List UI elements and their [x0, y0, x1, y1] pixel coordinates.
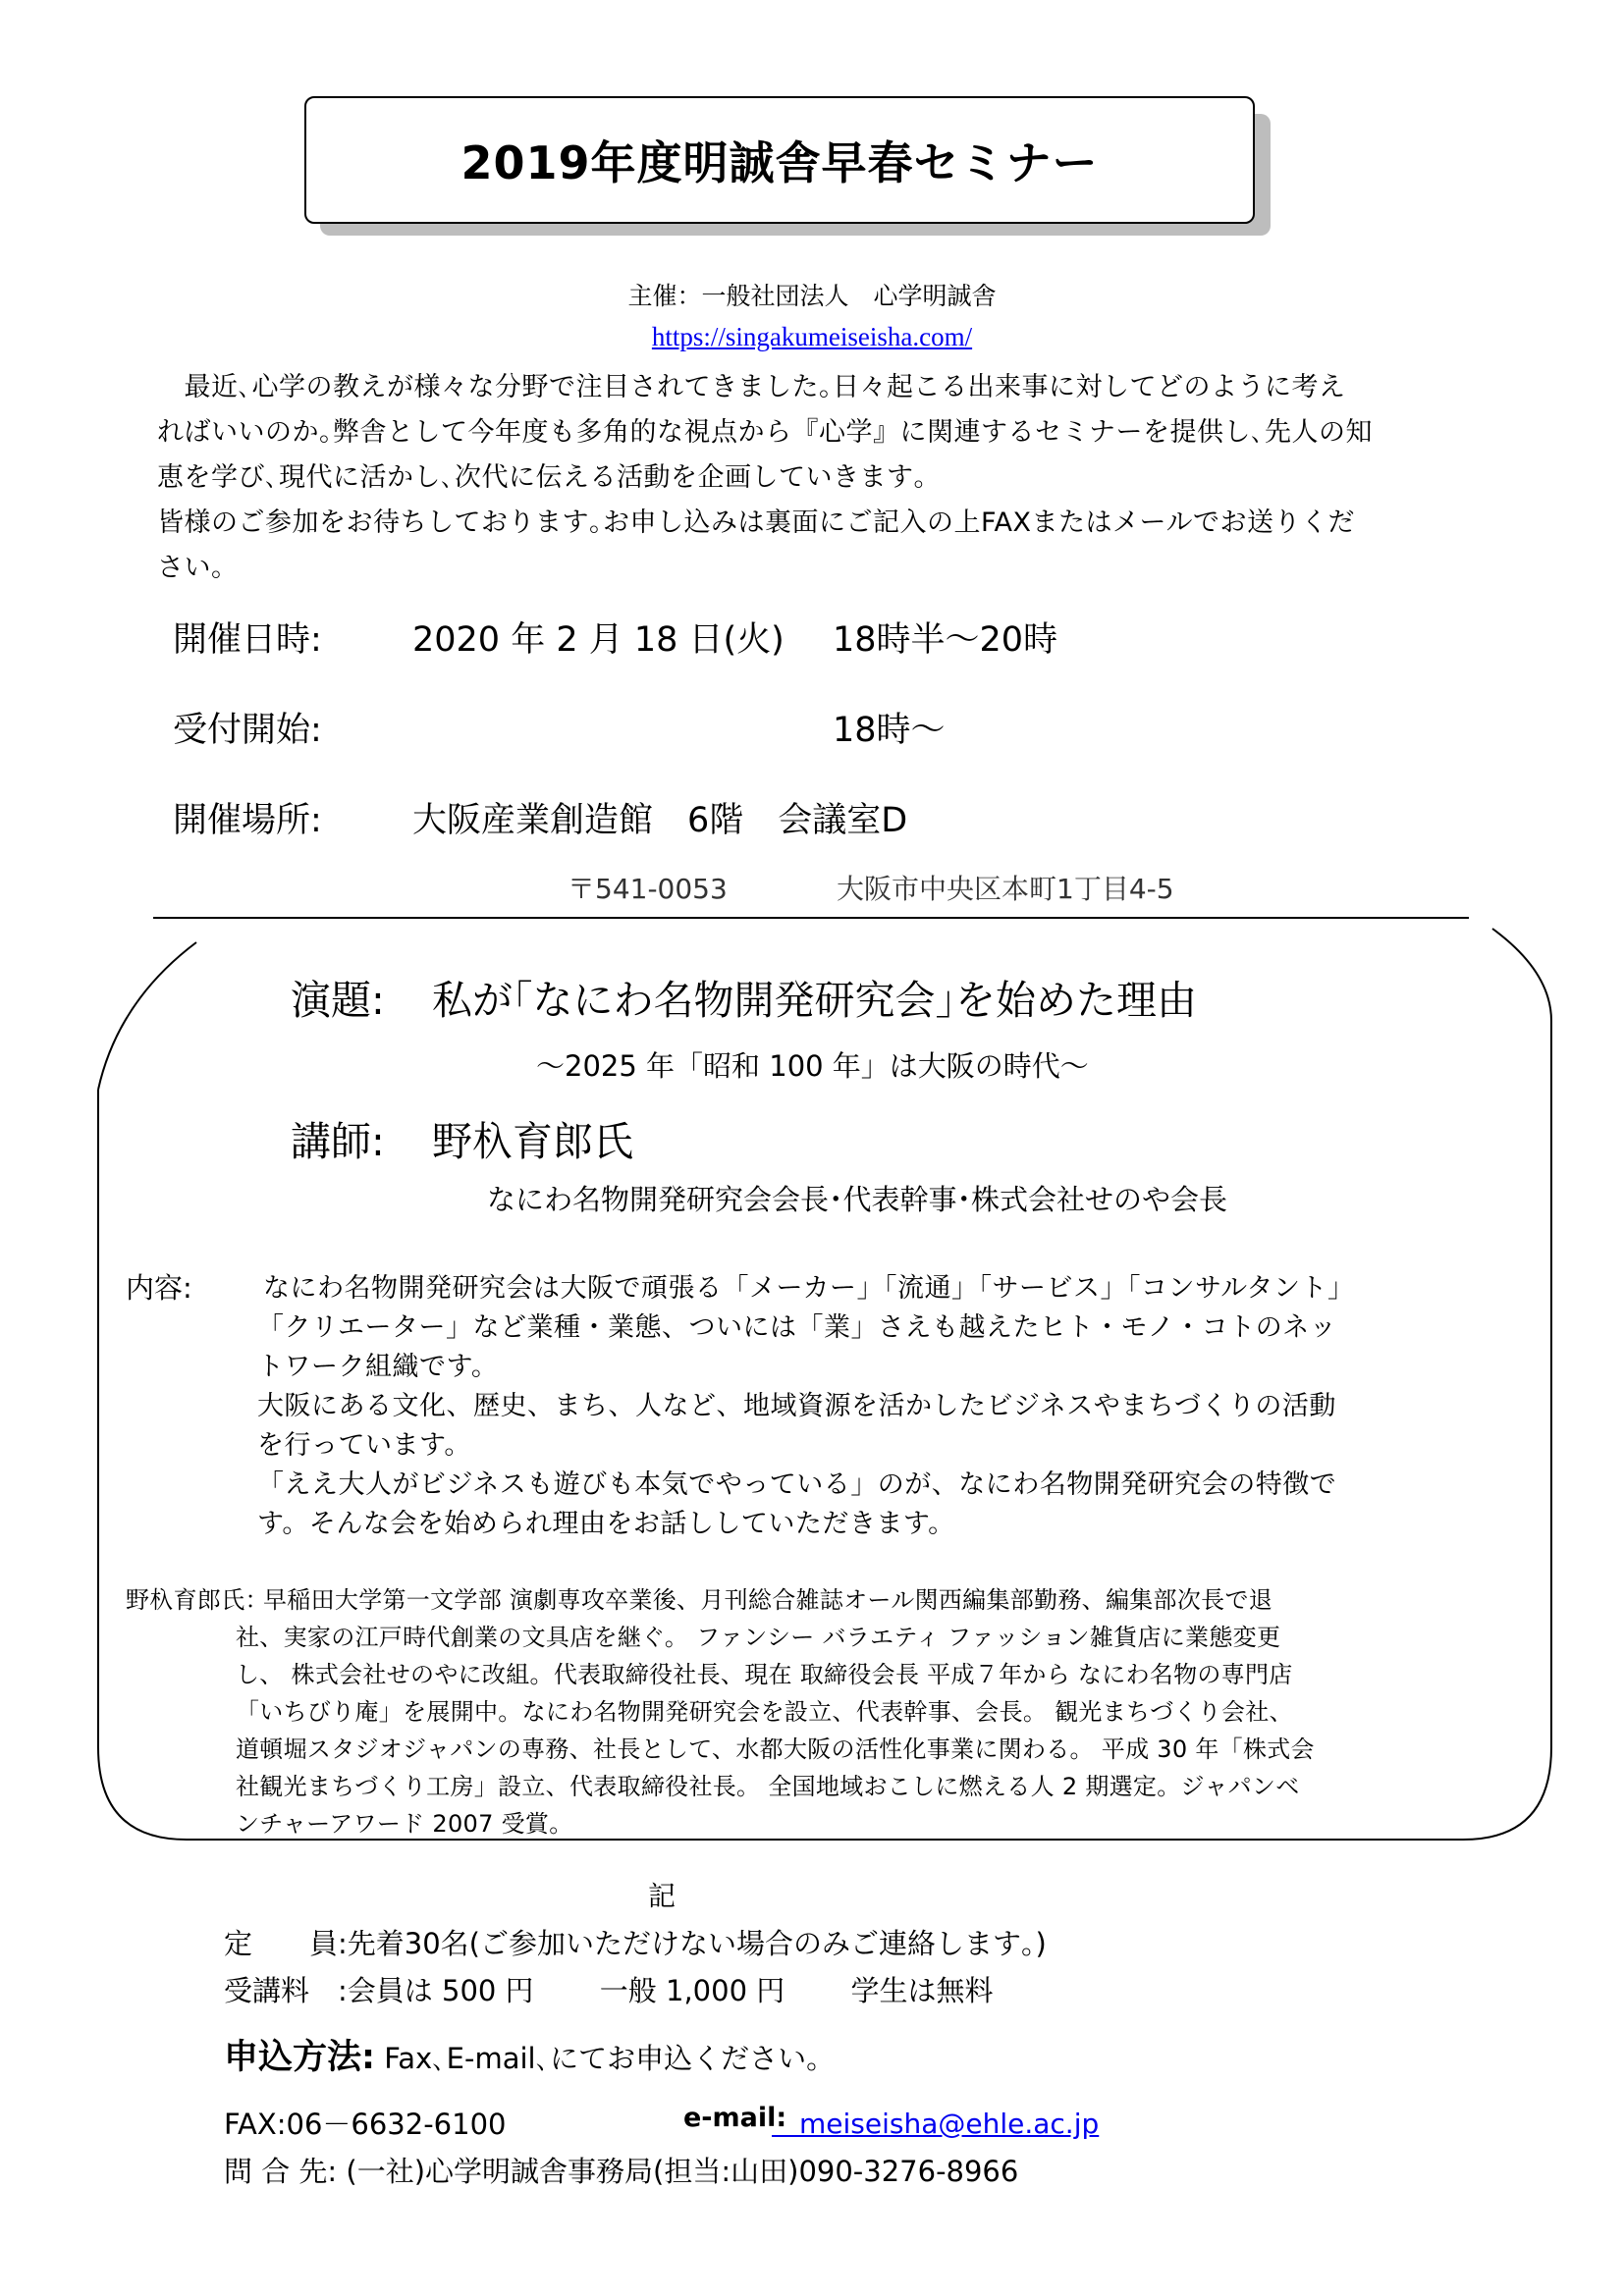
profile-line-2: 社、実家の江戸時代創業の文具店を継ぐ。 ファンシー バラエティ ファッション雑貨店に業態変更: [236, 1624, 1281, 1651]
profile-line-6: 社観光まちづくり工房」設立、代表取締役社長。 全国地域おこしに燃える人 2 期選定。ジャパンベ: [236, 1773, 1300, 1800]
date-value: 2020 年 2 月 18 日(火): [412, 620, 785, 660]
postal-code: 〒541-0053: [568, 873, 728, 905]
theme-title: 私が｢なにわ名物開発研究会｣を始めた理由: [432, 977, 1197, 1024]
capacity: 定 員:先着30名(ご参加いただけない場合のみご連絡します｡): [224, 1927, 1047, 1960]
page-title: 2019年度明誠舎早春セミナー: [460, 136, 1099, 189]
apply-label: 申込方法:: [224, 2038, 375, 2077]
intro-line-3: 恵を学び､現代に活かし､次代に伝える活動を企画していきます｡: [157, 462, 928, 493]
content-line-6: 「ええ大人がビジネスも遊びも本気でやっている」のが、なにわ名物開発研究会の特徴で: [257, 1469, 1337, 1500]
reception-label: 受付開始:: [173, 711, 322, 750]
reception-value: 18時～: [833, 711, 946, 750]
content-line-2: 「クリエーター」など業種・業態、ついには「業」さえも越えたヒト・モノ・コトのネッ: [257, 1312, 1337, 1343]
content-line-3: トワーク組織です。: [257, 1352, 499, 1382]
email-label: e-mail:: [683, 2103, 787, 2133]
content-line-7: す。そんな会を始められ理由をお話ししていただきます。: [257, 1509, 955, 1539]
fee: 受講料 :会員は 500 円 一般 1,000 円 学生は無料: [224, 1974, 994, 2007]
profile-line-7: ンチャーアワード 2007 受賞。: [236, 1810, 573, 1838]
apply-method: [224, 2030, 821, 2079]
apply-text: Fax､E-mail､にてお申込ください｡: [375, 2042, 821, 2075]
content-label: 内容:: [126, 1271, 192, 1305]
date-label: 開催日時:: [173, 620, 322, 660]
lecturer-title: なにわ名物開発研究会会長･代表幹事･株式会社せのや会長: [487, 1183, 1228, 1216]
lecturer-label: 講師:: [291, 1118, 385, 1165]
profile-label: 野杁育郎氏：: [126, 1586, 269, 1614]
profile-line-1: 早稲田大学第一文学部 演劇専攻卒業後、月刊総合雑誌オール関西編集部勤務、編集部次長で退: [263, 1586, 1273, 1614]
website-link[interactable]: https://singakumeiseisha.com/: [651, 322, 973, 351]
content-line-4: 大阪にある文化、歴史、まち、人など、地域資源を活かしたビジネスやまちづくりの活動: [257, 1391, 1336, 1421]
time-value: 18時半～20時: [833, 620, 1058, 660]
lecturer-name: 野杁育郎氏: [432, 1118, 633, 1165]
intro-line-1: 最近､心学の教えが様々な分野で注目されてきました｡日々起こる出来事に対してどのように考え: [157, 372, 1346, 402]
content-line-1: なにわ名物開発研究会は大阪で頑張る「メーカー」「流通」「サービス」「コンサルタント」: [263, 1273, 1355, 1304]
ki-mark: 記: [648, 1880, 677, 1912]
profile-line-4: 「いちびり庵」を展開中。なにわ名物開発研究会を設立、代表幹事、会長。 観光まちづくり会社、: [236, 1698, 1293, 1726]
profile-line-5: 道頓堀スタジオジャパンの専務、社長として、水都大阪の活性化事業に関わる。 平成 30 年「株式会: [236, 1735, 1315, 1763]
theme-subtitle: ～2025 年「昭和 100 年」は大阪の時代～: [536, 1049, 1089, 1083]
content-line-5: を行っています。: [257, 1430, 471, 1461]
host-organization: 主催：一般社団法人 心学明誠舎: [627, 282, 997, 310]
contact-info: 問 合 先: (一社)心学明誠舎事務局(担当:山田)090-3276-8966: [224, 2155, 1019, 2188]
email-link[interactable]: meiseisha@ehle.ac.jp: [772, 2108, 1100, 2140]
venue-label: 開催場所:: [173, 801, 322, 840]
intro-line-5: さい｡: [157, 553, 225, 583]
venue-value: 大阪産業創造館 6階 会議室D: [412, 801, 908, 840]
theme-label: 演題:: [291, 977, 385, 1024]
intro-line-4: 皆様のご参加をお待ちしております｡お申し込みは裏面にご記入の上FAXまたはメールでお送りくだ: [157, 507, 1355, 538]
profile-line-3: し、 株式会社せのやに改組。代表取締役社長、現在 取締役会長 平成７年から なにわ名物の専門店: [236, 1661, 1293, 1688]
fax-number: FAX:06－6632-6100: [224, 2108, 507, 2141]
intro-line-2: ればいいのか｡弊舎として今年度も多角的な視点から『心学』に関連するセミナーを提供し､先人の知: [157, 417, 1373, 448]
address: 大阪市中央区本町1丁目4-5: [837, 873, 1174, 905]
